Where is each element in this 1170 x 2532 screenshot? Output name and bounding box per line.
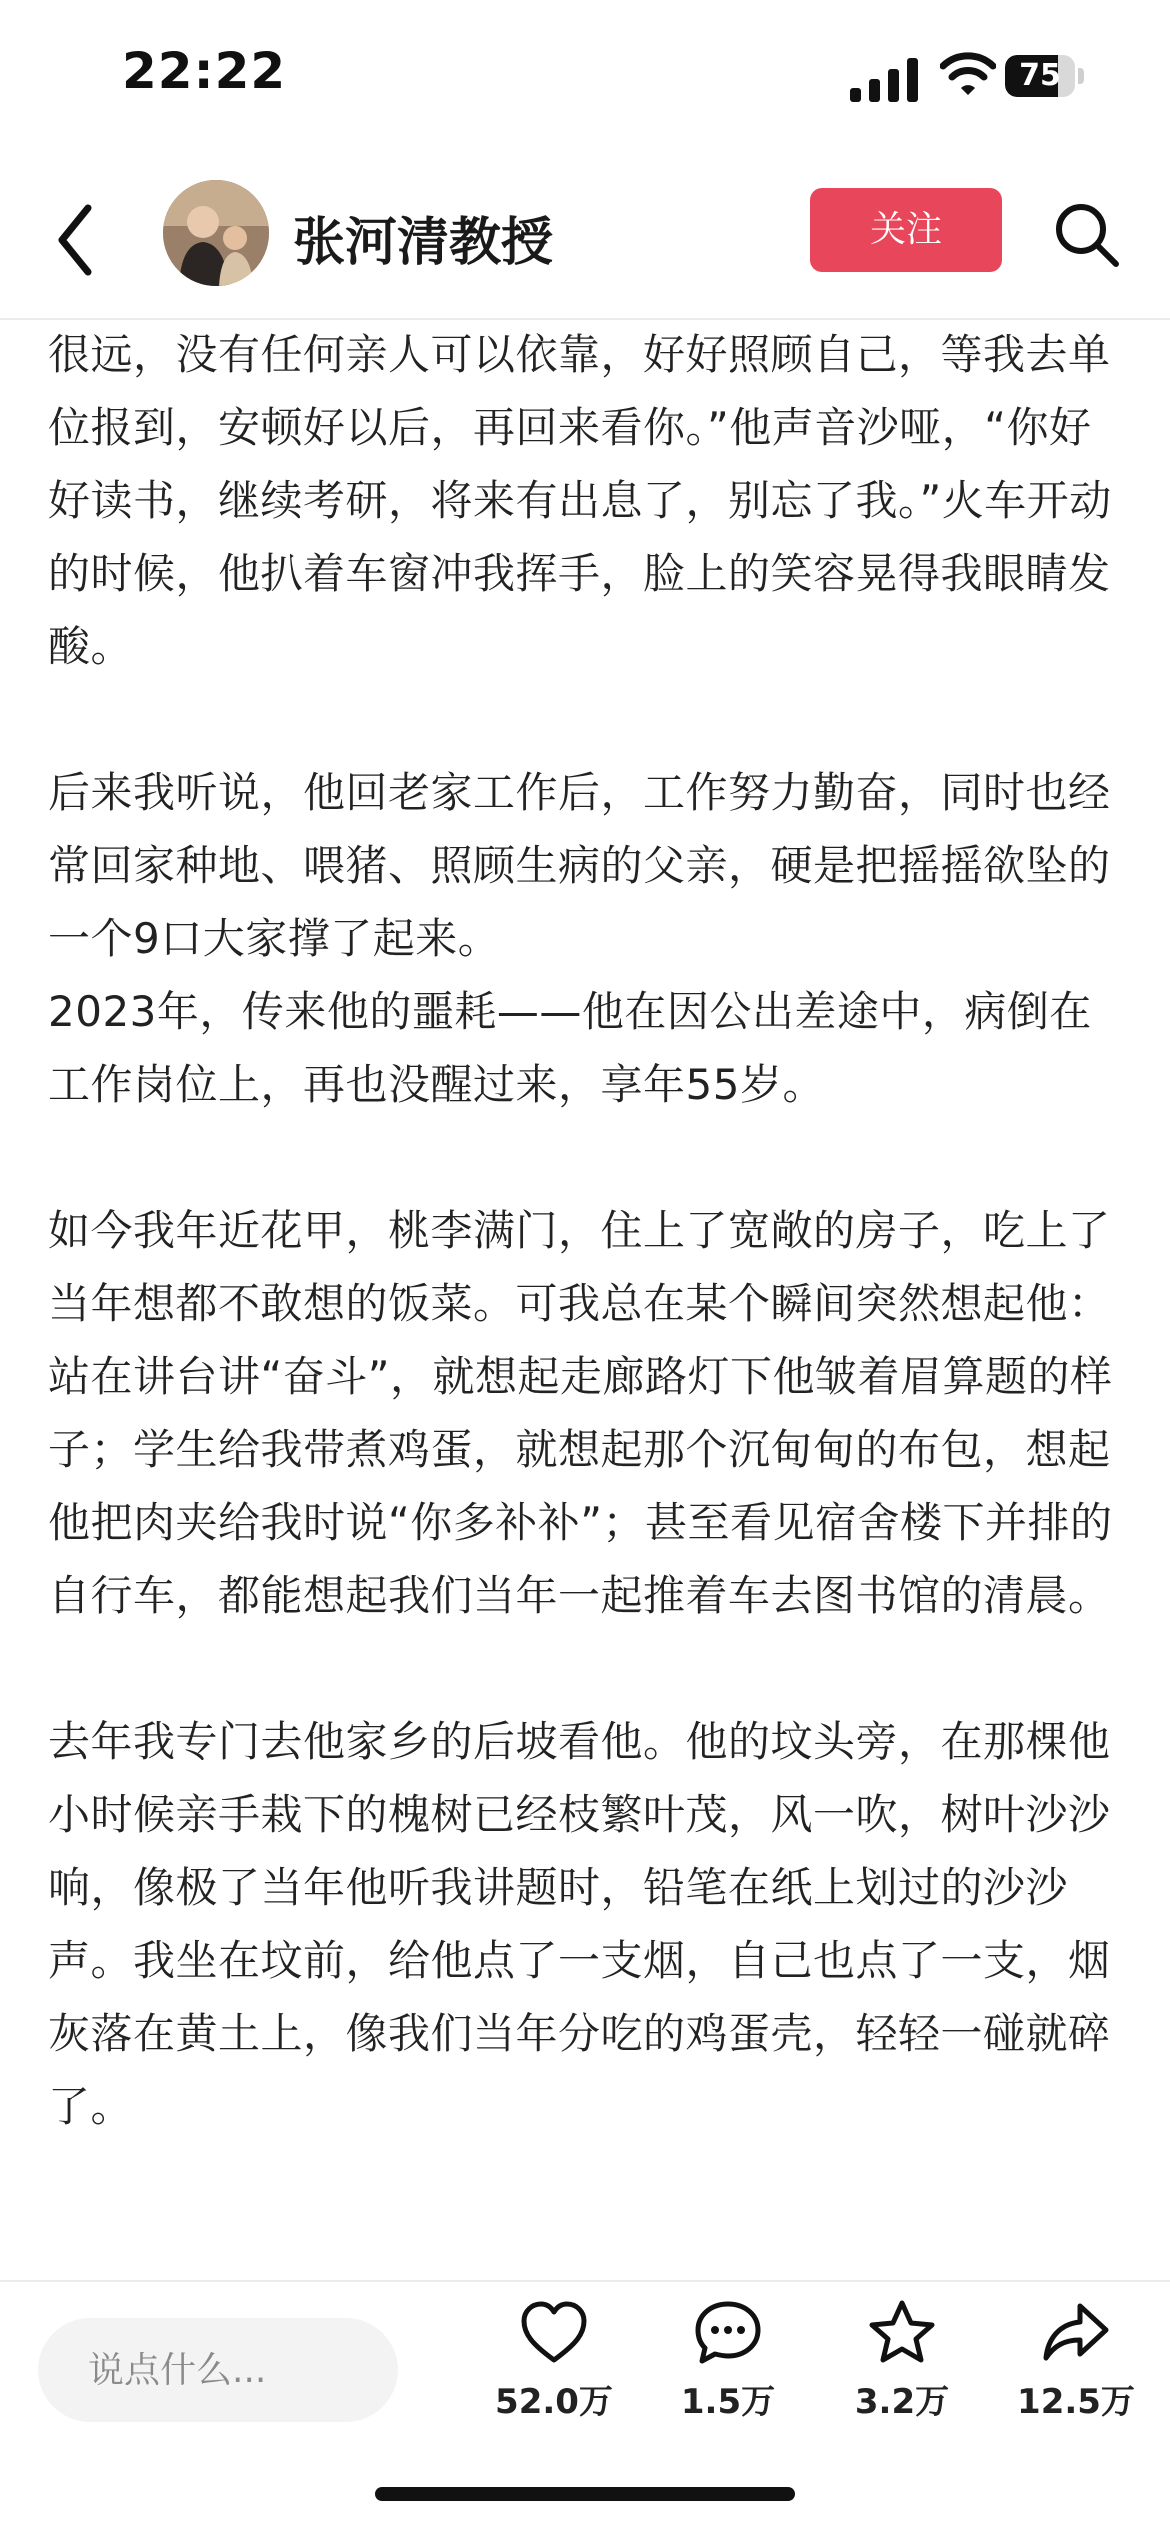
paragraph-gap	[48, 1121, 1128, 1194]
article-paragraph: 很远，没有任何亲人可以依靠，好好照顾自己，等我去单位报到，安顿好以后，再回来看你。”他声音沙哑，“你好好读书，继续考研，将来有出息了，别忘了我。”火车开动的时候，他扒着车窗冲我挥手，脸上的笑容晃得我眼睛发酸。	[48, 330, 1112, 671]
search-icon[interactable]	[1052, 200, 1122, 270]
share-button[interactable]	[1006, 2298, 1146, 2448]
article-paragraph: 后来我听说，他回老家工作后，工作努力勤奋，同时也经常回家种地、喂猪、照顾生病的父亲，硬是把摇摇欲坠的一个9口大家撑了起来。 2023年，传来他的噩耗——他在因公出差途中，病倒在工作岗位上，再也没醒过来，享年55岁。	[48, 768, 1111, 1109]
battery-body	[1005, 55, 1075, 97]
status-bar	[0, 0, 1170, 150]
battery-indicator	[1005, 55, 1085, 99]
header-bar	[0, 170, 1170, 320]
like-button[interactable]	[484, 2298, 624, 2448]
status-time: 22:22	[122, 42, 287, 100]
comment-bubble-icon	[692, 2298, 764, 2366]
paragraph-gap	[48, 683, 1128, 756]
wifi-icon	[940, 50, 996, 98]
bottom-bar-divider	[0, 2280, 1170, 2282]
article-paragraph: 如今我年近花甲，桃李满门，住上了宽敞的房子，吃上了当年想都不敢想的饭菜。可我总在某个瞬间突然想起他：站在讲台讲“奋斗”，就想起走廊路灯下他皱着眉算题的样子；学生给我带煮鸡蛋，就想起那个沉甸甸的布包，想起他把肉夹给我时说“你多补补”；甚至看见宿舍楼下并排的自行车，都能想起我们当年一起推着车去图书馆的清晨。	[48, 1206, 1113, 1620]
comment-input[interactable]	[38, 2318, 398, 2422]
share-arrow-icon	[1040, 2298, 1112, 2366]
share-count: 12.5万	[1017, 2382, 1135, 2422]
article-body	[48, 318, 1128, 2143]
favorite-button[interactable]	[832, 2298, 972, 2448]
home-indicator	[375, 2487, 795, 2501]
comment-count: 1.5万	[680, 2382, 776, 2422]
back-chevron-icon[interactable]	[52, 200, 102, 280]
battery-cap	[1078, 68, 1084, 84]
comment-button[interactable]	[658, 2298, 798, 2448]
battery-percentage: 75	[1019, 58, 1061, 93]
favorite-count: 3.2万	[854, 2382, 950, 2422]
star-icon	[866, 2298, 938, 2366]
paragraph-gap	[48, 1632, 1128, 1705]
heart-icon	[518, 2298, 590, 2366]
avatar-photo	[163, 180, 269, 286]
follow-button[interactable]: 关注	[810, 188, 1002, 272]
like-count: 52.0万	[495, 2382, 613, 2422]
cellular-signal-icon	[850, 58, 920, 102]
author-name[interactable]: 张河清教授	[293, 213, 554, 273]
article-paragraph: 去年我专门去他家乡的后坡看他。他的坟头旁，在那棵他小时候亲手栽下的槐树已经枝繁叶茂，风一吹，树叶沙沙响，像极了当年他听我讲题时，铅笔在纸上划过的沙沙声。我坐在坟前，给他点了一支烟，自己也点了一支，烟灰落在黄土上，像我们当年分吃的鸡蛋壳，轻轻一碰就碎了。	[48, 1717, 1111, 2131]
author-avatar[interactable]	[163, 180, 269, 286]
